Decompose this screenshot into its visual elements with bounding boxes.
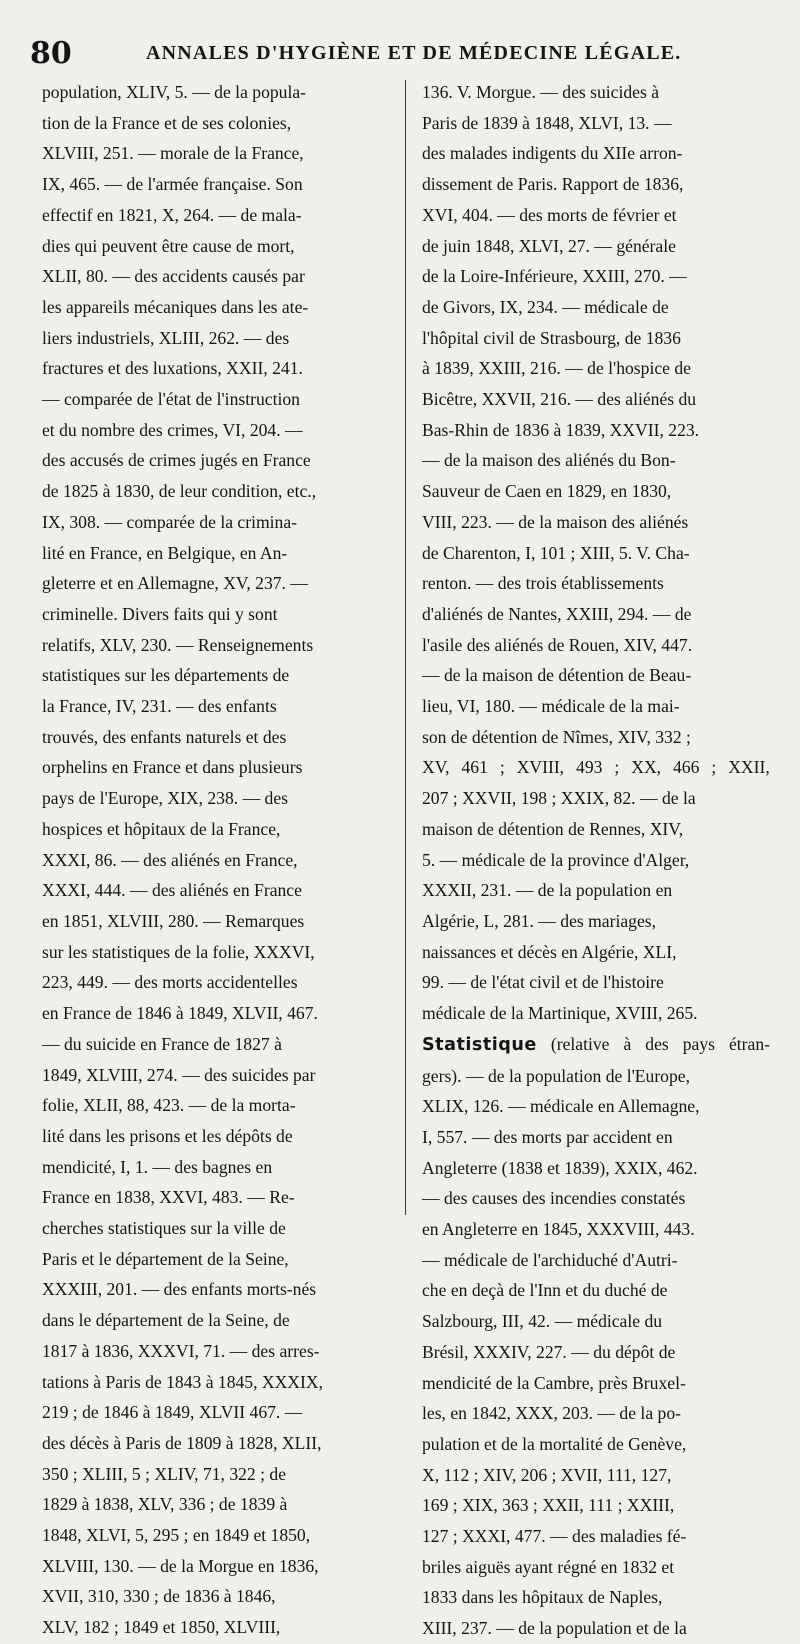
entry-keyword: Statistique	[422, 1034, 537, 1055]
right-column	[422, 77, 771, 1639]
index-line: XLII, 80. — des accidents causés par	[42, 266, 305, 287]
index-line: 5. — médicale de la province d'Alger,	[422, 849, 690, 870]
index-line: Brésil, XXXIV, 227. — du dépôt de	[422, 1341, 676, 1362]
index-line: 350 ; XLIII, 5 ; XLIV, 71, 322 ; de	[42, 1463, 287, 1484]
index-line: Sauveur de Caen en 1829, en 1830,	[422, 481, 672, 502]
index-line: dans le département de la Seine, de	[42, 1310, 290, 1331]
index-line: XXXI, 86. — des aliénés en France,	[42, 849, 298, 870]
index-line: 1817 à 1836, XXXVI, 71. — des arres-	[42, 1340, 320, 1361]
index-line: tion de la France et de ses colonies,	[42, 112, 292, 133]
index-line: 1849, XLVIII, 274. — des suicides par	[42, 1064, 316, 1085]
index-line: — médicale de l'archiduché d'Autri-	[422, 1249, 678, 1270]
index-line: lieu, VI, 180. — médicale de la mai-	[422, 696, 680, 717]
index-line: Algérie, L, 281. — des mariages,	[422, 910, 657, 931]
index-line: criminelle. Divers faits qui y sont	[42, 603, 278, 624]
page-header	[30, 33, 770, 73]
left-column	[42, 77, 394, 1638]
index-line: trouvés, des enfants naturels et des	[42, 726, 287, 747]
index-line: hospices et hôpitaux de la France,	[42, 818, 281, 839]
index-line: Salzbourg, III, 42. — médicale du	[422, 1311, 663, 1332]
index-line: che en deçà de l'Inn et du duché de	[422, 1280, 668, 1301]
index-line: 169 ; XIX, 363 ; XXII, 111 ; XXIII,	[422, 1495, 675, 1516]
index-line: à 1839, XXIII, 216. — de l'hospice de	[422, 358, 691, 379]
index-line: 1848, XLVI, 5, 295 ; en 1849 et 1850,	[42, 1525, 311, 1546]
index-line: les, en 1842, XXX, 203. — de la po-	[422, 1403, 681, 1424]
index-line: Paris de 1839 à 1848, XLVI, 13. —	[422, 112, 672, 133]
index-line: Paris et le département de la Seine,	[42, 1248, 289, 1269]
index-line: naissances et décès en Algérie, XLI,	[422, 941, 677, 962]
index-line: tations à Paris de 1843 à 1845, XXXIX,	[42, 1371, 323, 1392]
index-line: 207 ; XXVII, 198 ; XXIX, 82. — de la	[422, 788, 696, 809]
index-line: de 1825 à 1830, de leur condition, etc.,	[42, 481, 317, 502]
index-line: renton. — des trois établissements	[422, 573, 664, 594]
index-line: 1829 à 1838, XLV, 336 ; de 1839 à	[42, 1494, 288, 1515]
index-line: 223, 449. — des morts accidentelles	[42, 972, 298, 993]
index-line: XVII, 310, 330 ; de 1836 à 1846,	[42, 1586, 276, 1607]
index-line: en 1851, XLVIII, 280. — Remarques	[42, 910, 305, 931]
index-line: maison de détention de Rennes, XIV,	[422, 818, 684, 839]
index-line: XXXI, 444. — des aliénés en France	[42, 880, 302, 901]
index-line: — de la maison des aliénés du Bon-	[422, 450, 676, 471]
index-line: — comparée de l'état de l'instruction	[42, 389, 300, 410]
index-line: mendicité de la Cambre, près Bruxel-	[422, 1372, 686, 1393]
index-line: XLV, 182 ; 1849 et 1850, XLVIII,	[42, 1617, 281, 1638]
index-line: relatifs, XLV, 230. — Renseignements	[42, 634, 314, 655]
index-line: XLVIII, 251. — morale de la France,	[42, 143, 304, 164]
index-line: Statistique (relative à des pays étran-	[422, 1033, 771, 1055]
index-line: effectif en 1821, X, 264. — de mala-	[42, 204, 302, 225]
index-line: les appareils mécaniques dans les ate-	[42, 296, 309, 317]
index-line: 99. — de l'état civil et de l'histoire	[422, 972, 664, 993]
index-line: la France, IV, 231. — des enfants	[42, 696, 277, 717]
index-line: France en 1838, XXVI, 483. — Re-	[42, 1187, 295, 1208]
index-line: 219 ; de 1846 à 1849, XLVII 467. —	[42, 1402, 303, 1423]
page-number: 80	[30, 35, 72, 71]
index-line: — des causes des incendies constatés	[422, 1188, 686, 1209]
index-line: orphelins en France et dans plusieurs	[42, 757, 303, 778]
index-line: sur les statistiques de la folie, XXXVI,	[42, 941, 315, 962]
index-line: folie, XLII, 88, 423. — de la morta-	[42, 1095, 296, 1116]
index-line: de Charenton, I, 101 ; XIII, 5. V. Cha-	[422, 542, 690, 563]
index-line: gleterre et en Allemagne, XV, 237. —	[42, 573, 308, 594]
index-line: gers). — de la population de l'Europe,	[422, 1065, 690, 1086]
index-line: XVI, 404. — des morts de février et	[422, 204, 677, 225]
index-line: briles aiguës ayant régné en 1832 et	[422, 1556, 675, 1577]
index-line: en Angleterre en 1845, XXXVIII, 443.	[422, 1219, 695, 1240]
index-line: des malades indigents du XIIe arron-	[422, 143, 683, 164]
index-line: liers industriels, XLIII, 262. — des	[42, 327, 290, 348]
index-line: en France de 1846 à 1849, XLVII, 467.	[42, 1003, 318, 1024]
column-divider	[405, 80, 406, 1215]
index-line: XXXII, 231. — de la population en	[422, 880, 673, 901]
index-line: XLIX, 126. — médicale en Allemagne,	[422, 1096, 700, 1117]
index-line: IX, 308. — comparée de la crimina-	[42, 511, 298, 532]
index-line: dies qui peuvent être cause de mort,	[42, 235, 295, 256]
index-line: population, XLIV, 5. — de la popula-	[42, 82, 307, 102]
index-line: dissement de Paris. Rapport de 1836,	[422, 174, 684, 195]
index-line: statistiques sur les départements de	[42, 665, 290, 686]
index-line: pays de l'Europe, XIX, 238. — des	[42, 788, 289, 809]
index-line: pulation et de la mortalité de Genève,	[422, 1433, 687, 1454]
index-line: de la Loire-Inférieure, XXIII, 270. —	[422, 266, 687, 287]
index-line: IX, 465. — de l'armée française. Son	[42, 174, 303, 195]
index-line: 127 ; XXXI, 477. — des maladies fé-	[422, 1526, 687, 1547]
index-line: d'aliénés de Nantes, XXIII, 294. — de	[422, 603, 692, 624]
index-line: de Givors, IX, 234. — médicale de	[422, 296, 669, 317]
index-line: son de détention de Nîmes, XIV, 332 ;	[422, 726, 691, 747]
index-line: et du nombre des crimes, VI, 204. —	[42, 419, 303, 440]
index-line: 1833 dans les hôpitaux de Naples,	[422, 1587, 663, 1608]
index-line: XLVIII, 130. — de la Morgue en 1836,	[42, 1555, 319, 1576]
index-line: 136. V. Morgue. — des suicides à	[422, 82, 660, 102]
index-line: l'hôpital civil de Strasbourg, de 1836	[422, 327, 681, 348]
index-line: cherches statistiques sur la ville de	[42, 1218, 286, 1239]
index-line: des décès à Paris de 1809 à 1828, XLII,	[42, 1432, 322, 1453]
index-line: des accusés de crimes jugés en France	[42, 450, 311, 471]
index-line: Bicêtre, XXVII, 216. — des aliénés du	[422, 389, 697, 410]
index-line: XIII, 237. — de la population et de la	[422, 1618, 687, 1639]
running-title: ANNALES D'HYGIÈNE ET DE MÉDECINE LÉGALE.	[146, 41, 682, 64]
index-line: — de la maison de détention de Beau-	[422, 665, 692, 686]
index-line: l'asile des aliénés de Rouen, XIV, 447.	[422, 634, 693, 655]
index-line: lité dans les prisons et les dépôts de	[42, 1125, 293, 1146]
index-line: — du suicide en France de 1827 à	[42, 1033, 282, 1054]
index-line: Bas-Rhin de 1836 à 1839, XXVII, 223.	[422, 419, 700, 440]
index-line: Angleterre (1838 et 1839), XXIX, 462.	[422, 1157, 698, 1178]
index-line: mendicité, I, 1. — des bagnes en	[42, 1156, 273, 1177]
index-line: fractures et des luxations, XXII, 241.	[42, 358, 303, 379]
index-line: XV, 461 ; XVIII, 493 ; XX, 466 ; XXII,	[422, 757, 770, 778]
index-line: de juin 1848, XLVI, 27. — générale	[422, 235, 676, 256]
index-line: X, 112 ; XIV, 206 ; XVII, 111, 127,	[422, 1464, 672, 1485]
index-line: VIII, 223. — de la maison des aliénés	[422, 511, 689, 532]
index-line: lité en France, en Belgique, en An-	[42, 542, 288, 563]
index-line: médicale de la Martinique, XVIII, 265.	[422, 1003, 698, 1024]
index-line: I, 557. — des morts par accident en	[422, 1126, 673, 1147]
index-line: XXXIII, 201. — des enfants morts-nés	[42, 1279, 317, 1300]
